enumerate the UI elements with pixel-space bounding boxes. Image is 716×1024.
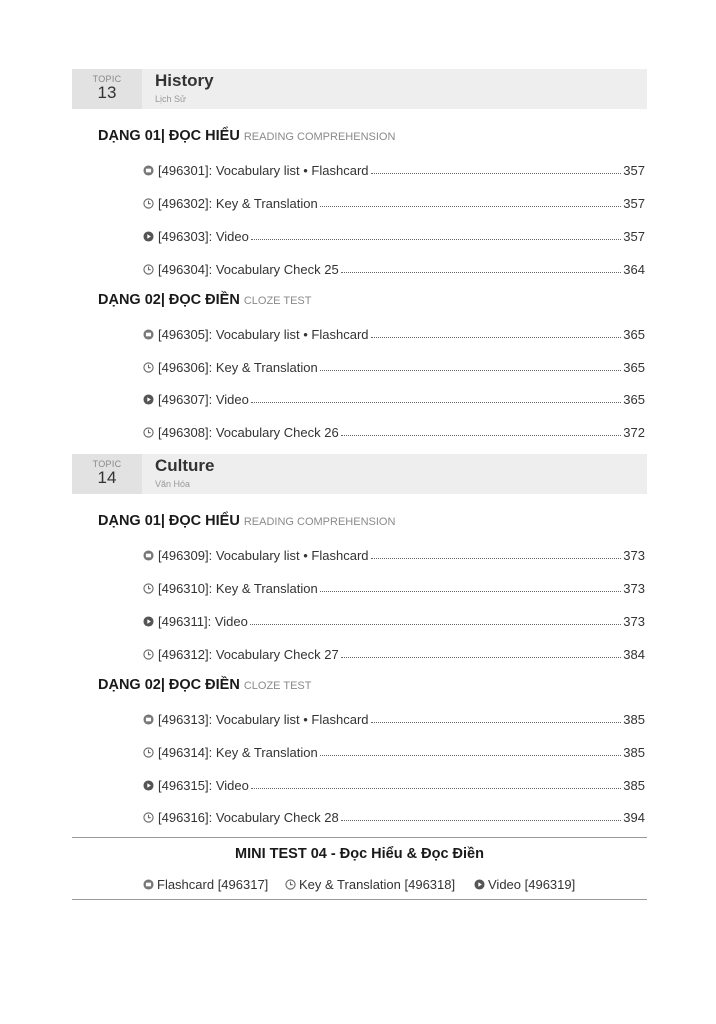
clock-icon xyxy=(143,198,154,209)
section-title-vn: DẠNG 01| ĐỌC HIỂU xyxy=(98,513,240,529)
entry-label: [496307]: Video xyxy=(158,392,249,407)
leader-dots xyxy=(371,721,622,723)
leader-dots xyxy=(341,656,622,658)
toc-entry[interactable] xyxy=(143,357,645,375)
toc-entry[interactable] xyxy=(143,160,645,178)
toc-entry[interactable] xyxy=(143,742,645,760)
clock-icon xyxy=(285,879,296,890)
toc-entry[interactable] xyxy=(143,324,645,342)
mini-test-item-label: Video [496319] xyxy=(488,877,576,892)
clock-icon xyxy=(143,649,154,660)
leader-dots xyxy=(320,590,622,592)
toc-entry[interactable] xyxy=(143,611,645,629)
entry-label: [496302]: Key & Translation xyxy=(158,196,318,211)
play-icon xyxy=(143,780,154,791)
play-icon xyxy=(474,879,485,890)
entry-label: [496303]: Video xyxy=(158,229,249,244)
page-number: 357 xyxy=(623,196,645,211)
topic-word: TOPIC xyxy=(92,74,122,84)
page-number: 373 xyxy=(623,548,645,563)
page-number: 365 xyxy=(623,392,645,407)
page-number: 365 xyxy=(623,360,645,375)
toc-entry[interactable] xyxy=(143,422,645,440)
page-number: 394 xyxy=(623,810,645,825)
section-heading xyxy=(98,677,311,693)
entry-label: [496310]: Key & Translation xyxy=(158,581,318,596)
play-icon xyxy=(143,616,154,627)
section-title-en: READING COMPREHENSION xyxy=(243,131,396,143)
entry-label: [496313]: Vocabulary list • Flashcard xyxy=(158,712,369,727)
toc-entry[interactable] xyxy=(143,545,645,563)
entry-label: [496309]: Vocabulary list • Flashcard xyxy=(158,548,369,563)
topic-number: 13 xyxy=(97,83,117,102)
toc-entry[interactable] xyxy=(143,193,645,211)
section-title-vn: DẠNG 02| ĐỌC ĐIỀN xyxy=(98,677,240,693)
topic-header-13 xyxy=(72,69,647,109)
divider-bottom xyxy=(72,899,647,900)
toc-entry[interactable] xyxy=(143,807,645,825)
leader-dots xyxy=(341,271,622,273)
toc-entry[interactable] xyxy=(143,709,645,727)
topic-number-box xyxy=(72,454,142,494)
entry-label: [496305]: Vocabulary list • Flashcard xyxy=(158,327,369,342)
page-number: 357 xyxy=(623,229,645,244)
topic-header-14 xyxy=(72,454,647,494)
play-icon xyxy=(143,394,154,405)
toc-entry[interactable] xyxy=(143,644,645,662)
entry-label: [496306]: Key & Translation xyxy=(158,360,318,375)
entry-label: [496304]: Vocabulary Check 25 xyxy=(158,262,339,277)
entry-label: [496311]: Video xyxy=(158,614,248,629)
topic-number-box xyxy=(72,69,142,109)
toc-entry[interactable] xyxy=(143,226,645,244)
entry-label: [496301]: Vocabulary list • Flashcard xyxy=(158,163,369,178)
flashcard-icon xyxy=(143,550,154,561)
leader-dots xyxy=(320,754,622,756)
clock-icon xyxy=(143,812,154,823)
page-number: 373 xyxy=(623,581,645,596)
entry-label: [496314]: Key & Translation xyxy=(158,745,318,760)
page-number: 357 xyxy=(623,163,645,178)
section-heading xyxy=(98,292,311,308)
topic-title: Culture xyxy=(155,456,215,475)
section-heading xyxy=(98,128,395,144)
flashcard-icon xyxy=(143,165,154,176)
entry-label: [496312]: Vocabulary Check 27 xyxy=(158,647,339,662)
page-number: 364 xyxy=(623,262,645,277)
section-title-en: CLOZE TEST xyxy=(243,295,312,307)
topic-word: TOPIC xyxy=(92,459,122,469)
mini-test-item-label: Key & Translation [496318] xyxy=(299,877,456,892)
clock-icon xyxy=(143,427,154,438)
section-title-vn: DẠNG 02| ĐỌC ĐIỀN xyxy=(98,292,240,308)
section-heading xyxy=(98,513,395,529)
page-number: 372 xyxy=(623,425,645,440)
toc-entry[interactable] xyxy=(143,389,645,407)
mini-test-flashcard-link[interactable] xyxy=(143,877,268,892)
page-number: 385 xyxy=(623,712,645,727)
mini-test-title: MINI TEST 04 - Đọc Hiểu & Đọc Điền xyxy=(235,846,484,862)
leader-dots xyxy=(251,238,621,240)
page-number: 384 xyxy=(623,647,645,662)
section-title-en: CLOZE TEST xyxy=(243,680,312,692)
page-number: 385 xyxy=(623,745,645,760)
topic-subtitle: Văn Hóa xyxy=(155,479,191,489)
section-title-en: READING COMPREHENSION xyxy=(243,516,396,528)
leader-dots xyxy=(251,401,621,403)
toc-entry[interactable] xyxy=(143,259,645,277)
leader-dots xyxy=(320,369,622,371)
leader-dots xyxy=(371,557,622,559)
entry-label: [496308]: Vocabulary Check 26 xyxy=(158,425,339,440)
toc-entry[interactable] xyxy=(143,578,645,596)
page-number: 385 xyxy=(623,778,645,793)
leader-dots xyxy=(250,623,621,625)
leader-dots xyxy=(320,205,622,207)
leader-dots xyxy=(371,172,622,174)
leader-dots xyxy=(341,434,622,436)
leader-dots xyxy=(371,336,622,338)
section-title-vn: DẠNG 01| ĐỌC HIỂU xyxy=(98,128,240,144)
page-number: 365 xyxy=(623,327,645,342)
page-number: 373 xyxy=(623,614,645,629)
clock-icon xyxy=(143,362,154,373)
mini-test-video-link[interactable] xyxy=(474,877,575,892)
mini-test-key-link[interactable] xyxy=(285,877,455,892)
toc-entry[interactable] xyxy=(143,775,645,793)
mini-test-item-label: Flashcard [496317] xyxy=(157,877,269,892)
flashcard-icon xyxy=(143,879,154,890)
clock-icon xyxy=(143,747,154,758)
flashcard-icon xyxy=(143,714,154,725)
clock-icon xyxy=(143,583,154,594)
flashcard-icon xyxy=(143,329,154,340)
entry-label: [496316]: Vocabulary Check 28 xyxy=(158,810,339,825)
topic-subtitle: Lịch Sử xyxy=(155,94,187,104)
topic-title: History xyxy=(155,71,214,90)
entry-label: [496315]: Video xyxy=(158,778,249,793)
play-icon xyxy=(143,231,154,242)
leader-dots xyxy=(251,787,621,789)
leader-dots xyxy=(341,819,622,821)
topic-number: 14 xyxy=(97,468,117,487)
divider-top xyxy=(72,837,647,838)
clock-icon xyxy=(143,264,154,275)
